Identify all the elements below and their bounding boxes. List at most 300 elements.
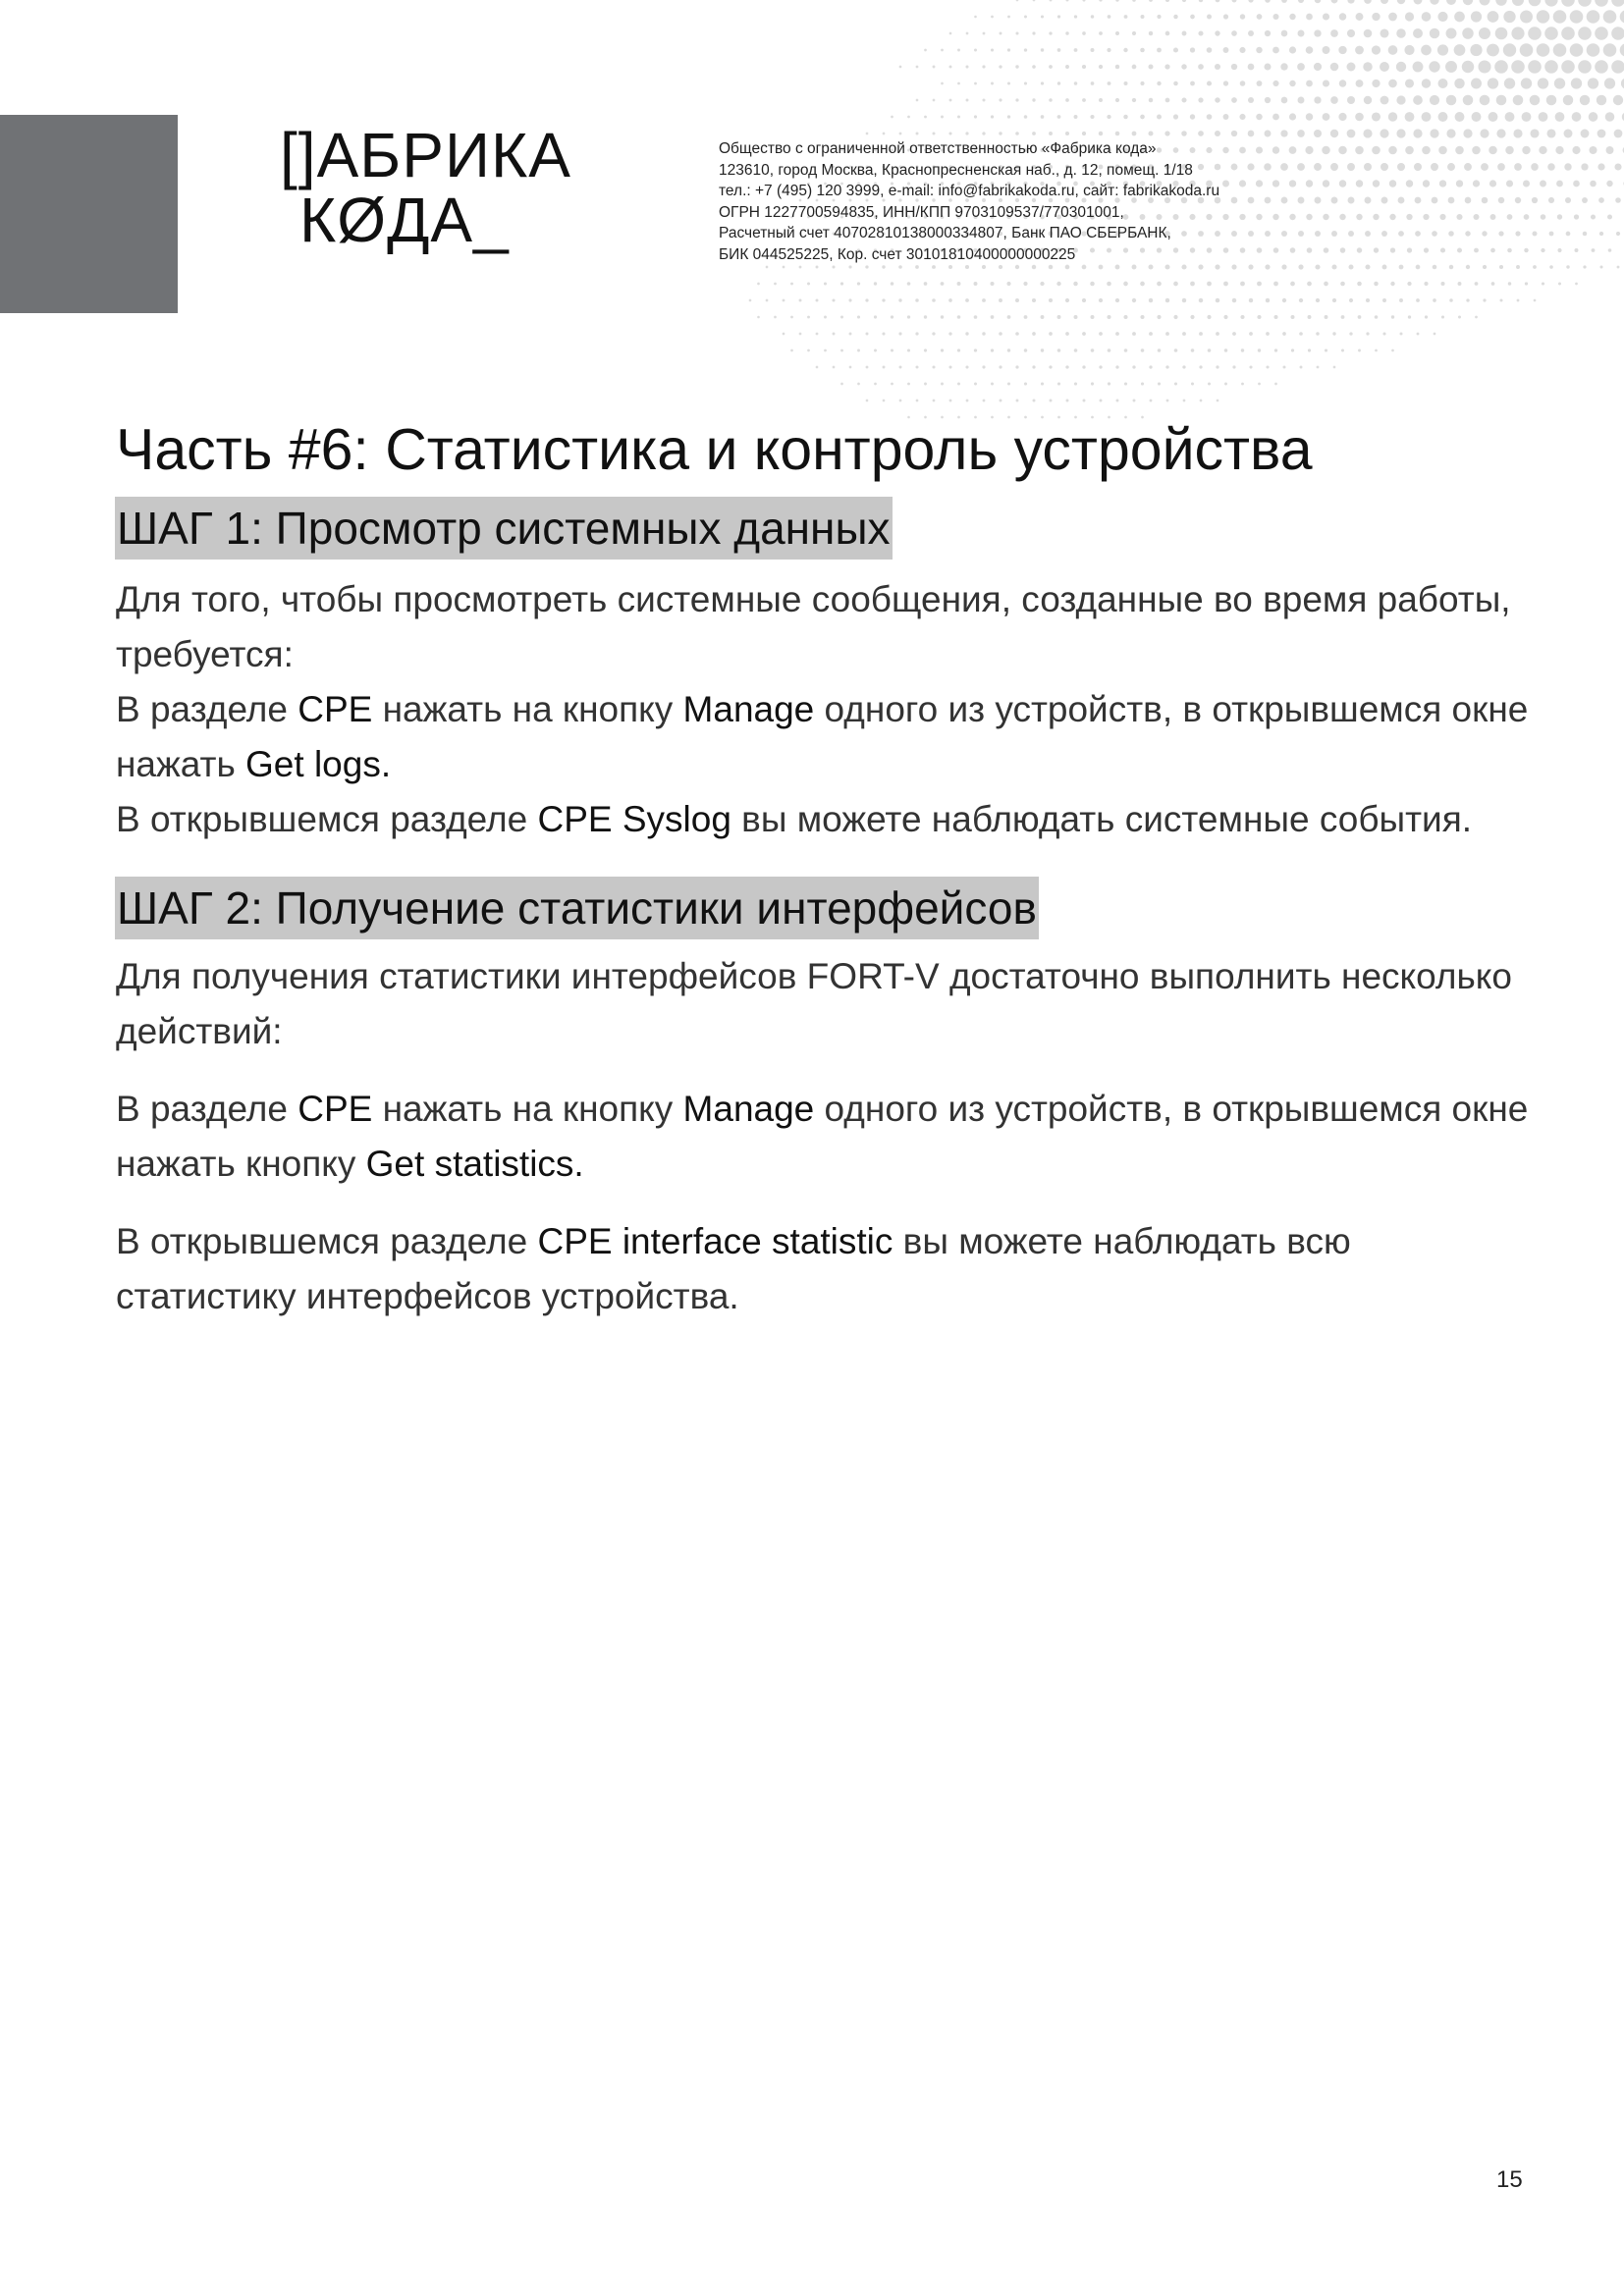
decorative-dot xyxy=(1357,282,1362,287)
decorative-dot xyxy=(1223,14,1228,19)
decorative-dot xyxy=(1216,0,1220,2)
decorative-dot xyxy=(1158,348,1162,352)
decorative-dot xyxy=(1049,98,1053,102)
decorative-dot xyxy=(1529,0,1542,6)
decorative-dot xyxy=(1458,282,1462,286)
decorative-dot xyxy=(1363,62,1372,71)
decorative-dot xyxy=(1123,315,1127,319)
decorative-dot xyxy=(1416,298,1420,302)
decorative-dot xyxy=(1216,332,1219,336)
decorative-dot xyxy=(948,132,951,134)
decorative-dot xyxy=(933,99,936,102)
decorative-dot xyxy=(1266,332,1270,336)
decorative-dot xyxy=(1281,97,1288,104)
decorative-dot xyxy=(1366,265,1371,270)
decorative-dot xyxy=(1553,43,1567,57)
decorative-dot xyxy=(1082,265,1087,270)
decorative-dot xyxy=(1449,265,1454,270)
decorative-dot xyxy=(1231,97,1237,103)
decorative-dot xyxy=(1290,282,1295,287)
decorative-dot xyxy=(1517,299,1520,302)
decorative-dot xyxy=(1300,366,1303,369)
decorative-dot xyxy=(882,298,885,301)
decorative-dot xyxy=(932,265,936,269)
decorative-dot xyxy=(1289,46,1296,53)
decorative-dot xyxy=(1115,332,1119,336)
decorative-dot xyxy=(999,298,1002,302)
decorative-dot xyxy=(1466,298,1469,301)
decorative-dot xyxy=(1074,15,1077,18)
decorative-dot xyxy=(941,383,944,386)
decorative-dot xyxy=(957,49,960,52)
decorative-dot xyxy=(1049,65,1053,69)
decorative-dot xyxy=(1049,31,1052,34)
decorative-dot xyxy=(974,115,977,118)
decorative-dot xyxy=(1398,197,1405,204)
decorative-dot xyxy=(874,383,877,386)
decorative-dot xyxy=(1583,265,1586,268)
decorative-dot xyxy=(1090,115,1094,119)
decorative-dot xyxy=(1597,95,1606,105)
decorative-dot xyxy=(1308,348,1311,351)
logo-line-2: КØДА_ xyxy=(299,185,510,255)
decorative-dot xyxy=(916,133,919,135)
decorative-dot xyxy=(916,99,919,102)
decorative-dot xyxy=(1224,348,1228,352)
decorative-dot xyxy=(1256,114,1262,120)
decorative-dot xyxy=(1298,97,1305,104)
decorative-dot xyxy=(1050,400,1053,402)
decorative-dot xyxy=(1007,81,1010,84)
decorative-dot xyxy=(1272,114,1279,121)
decorative-dot xyxy=(1440,282,1444,286)
decorative-dot xyxy=(1024,348,1027,351)
decorative-dot xyxy=(1570,10,1584,24)
decorative-dot xyxy=(907,383,910,386)
decorative-dot xyxy=(1317,366,1320,369)
decorative-dot xyxy=(1615,197,1621,203)
decorative-dot xyxy=(824,316,827,319)
decorative-dot xyxy=(1603,43,1617,57)
decorative-dot xyxy=(1273,282,1278,287)
decorative-dot xyxy=(1446,0,1456,5)
decorative-dot xyxy=(1258,348,1261,351)
decorative-dot xyxy=(1272,80,1278,86)
decorative-dot xyxy=(1282,332,1286,336)
decorative-dot xyxy=(1140,282,1145,287)
decorative-dot xyxy=(1007,48,1010,51)
decorative-dot xyxy=(1507,248,1512,253)
decorative-dot xyxy=(1347,29,1355,37)
decorative-dot xyxy=(833,366,836,369)
decorative-dot xyxy=(1408,315,1411,318)
decorative-dot xyxy=(1198,131,1204,136)
decorative-dot xyxy=(957,82,960,85)
decorative-dot xyxy=(1553,10,1567,24)
decorative-dot xyxy=(1470,44,1482,56)
decorative-dot xyxy=(1099,365,1102,368)
decorative-dot xyxy=(999,265,1002,269)
decorative-dot xyxy=(1074,315,1078,319)
decorative-dot xyxy=(1241,383,1244,386)
decorative-dot xyxy=(1547,163,1555,171)
decorative-dot xyxy=(1472,112,1482,122)
company-bik-line: БИК 044525225, Кор. счет 30101810400000000225 xyxy=(719,245,1076,263)
decorative-dot xyxy=(1530,95,1541,106)
decorative-dot xyxy=(1608,248,1612,252)
cpe-section-label: CPE xyxy=(298,1089,373,1129)
decorative-dot xyxy=(974,315,978,319)
decorative-dot xyxy=(1530,129,1539,137)
decorative-dot xyxy=(1537,43,1550,57)
decorative-dot xyxy=(1198,64,1204,70)
decorative-dot xyxy=(840,349,843,352)
decorative-dot xyxy=(1456,180,1463,187)
company-account-line: Расчетный счет 40702810138000334807, Банк ПАО СБЕРБАНК, xyxy=(719,225,1171,241)
decorative-dot xyxy=(1283,366,1286,369)
decorative-dot xyxy=(1581,130,1590,138)
decorative-dot xyxy=(924,348,927,351)
decorative-dot xyxy=(774,283,777,286)
decorative-dot xyxy=(1364,29,1373,38)
decorative-dot xyxy=(1432,231,1437,237)
decorative-dot xyxy=(1316,332,1320,336)
decorative-dot xyxy=(1620,10,1624,24)
decorative-dot xyxy=(1132,132,1137,136)
decorative-dot xyxy=(1505,146,1513,154)
decorative-dot xyxy=(1256,47,1263,54)
decorative-dot xyxy=(1391,349,1394,352)
decorative-dot xyxy=(1373,214,1379,220)
decorative-dot xyxy=(849,366,852,369)
decorative-dot xyxy=(1314,63,1322,71)
decorative-dot xyxy=(1298,264,1303,269)
decorative-dot xyxy=(1065,365,1068,368)
decorative-dot xyxy=(1149,298,1153,302)
decorative-dot xyxy=(1538,78,1548,88)
decorative-dot xyxy=(1224,383,1227,386)
decorative-dot xyxy=(941,348,944,351)
decorative-dot xyxy=(1007,348,1010,351)
decorative-dot xyxy=(1157,282,1162,287)
decorative-dot xyxy=(1065,298,1069,302)
decorative-dot xyxy=(1434,333,1436,336)
decorative-dot xyxy=(1563,95,1574,106)
decorative-dot xyxy=(1397,163,1405,171)
decorative-dot xyxy=(1599,232,1603,236)
decorative-dot xyxy=(1215,264,1219,269)
decorative-dot xyxy=(1366,332,1369,335)
decorative-dot xyxy=(1463,95,1474,106)
get-statistics-button-label: Get statistics. xyxy=(365,1144,584,1184)
decorative-dot xyxy=(1355,113,1364,122)
decorative-dot xyxy=(1540,181,1546,187)
decorative-dot xyxy=(1099,132,1103,135)
decorative-dot xyxy=(816,366,819,369)
decorative-dot xyxy=(924,315,927,318)
decorative-dot xyxy=(1347,130,1356,138)
decorative-dot xyxy=(1581,163,1588,170)
decorative-dot xyxy=(1115,265,1120,270)
decorative-dot xyxy=(1539,146,1546,154)
decorative-dot xyxy=(1463,0,1473,5)
decorative-dot xyxy=(966,32,969,35)
decorative-dot xyxy=(1422,112,1432,122)
decorative-dot xyxy=(974,383,977,386)
decorative-dot xyxy=(1024,81,1027,84)
decorative-dot xyxy=(1413,129,1422,137)
decorative-dot xyxy=(1198,97,1203,102)
decorative-dot xyxy=(1323,13,1329,20)
decorative-dot xyxy=(1489,112,1498,122)
decorative-dot xyxy=(1373,180,1380,187)
decorative-dot xyxy=(1466,265,1470,269)
decorative-dot xyxy=(1399,298,1403,302)
decorative-dot xyxy=(1065,265,1070,270)
decorative-dot xyxy=(1032,98,1035,101)
decorative-dot xyxy=(1440,247,1445,252)
decorative-dot xyxy=(1174,382,1177,385)
decorative-dot xyxy=(1575,248,1579,252)
decorative-dot xyxy=(1454,79,1464,88)
decorative-dot xyxy=(1348,264,1353,269)
decorative-dot xyxy=(1446,129,1455,137)
decorative-dot xyxy=(1281,0,1287,3)
decorative-dot xyxy=(1333,366,1336,369)
decorative-dot xyxy=(991,382,994,385)
decorative-dot xyxy=(1432,197,1438,204)
decorative-dot xyxy=(1588,78,1598,88)
decorative-dot xyxy=(1448,231,1454,237)
decorative-dot xyxy=(1032,265,1036,269)
decorative-dot xyxy=(1561,0,1575,7)
decorative-dot xyxy=(1107,282,1111,287)
decorative-dot xyxy=(1571,78,1582,88)
decorative-dot xyxy=(1499,298,1502,301)
decorative-dot xyxy=(982,365,985,368)
decorative-dot xyxy=(1173,15,1177,19)
decorative-dot xyxy=(882,332,885,335)
decorative-dot xyxy=(941,49,944,52)
step-1-instruction: В разделе CPE нажать на кнопку Manage одного из устройств, в открывшемся окне нажать Get logs. xyxy=(116,689,1529,784)
header-gray-block xyxy=(0,115,178,313)
decorative-dot xyxy=(1265,131,1272,137)
decorative-dot xyxy=(1082,132,1086,135)
decorative-dot xyxy=(1448,197,1455,204)
decorative-dot xyxy=(1455,112,1465,122)
decorative-dot xyxy=(1082,365,1085,368)
decorative-dot xyxy=(1065,65,1069,69)
decorative-dot xyxy=(916,66,919,69)
step-1-result: В открывшемся разделе CPE Syslog вы можете наблюдать системные события. xyxy=(116,799,1473,839)
decorative-dot xyxy=(1198,264,1203,269)
decorative-dot xyxy=(1462,27,1474,39)
decorative-dot xyxy=(982,298,986,302)
decorative-dot xyxy=(874,349,877,352)
decorative-dot xyxy=(1478,60,1490,73)
decorative-dot xyxy=(1306,46,1314,54)
decorative-dot xyxy=(1115,365,1118,368)
decorative-dot xyxy=(1515,231,1520,236)
decorative-dot xyxy=(1091,348,1095,352)
decorative-dot xyxy=(783,266,785,269)
decorative-dot xyxy=(1307,282,1312,287)
decorative-dot xyxy=(1223,282,1228,287)
decorative-dot xyxy=(1372,45,1380,54)
decorative-dot xyxy=(1382,332,1385,335)
decorative-dot xyxy=(1528,60,1542,74)
decorative-dot xyxy=(1490,214,1496,220)
decorative-dot xyxy=(1404,45,1414,55)
decorative-dot xyxy=(1248,131,1255,137)
decorative-dot xyxy=(1215,131,1220,136)
decorative-dot xyxy=(1223,315,1227,319)
decorative-dot xyxy=(1380,129,1388,137)
decorative-dot xyxy=(1207,315,1211,319)
decorative-dot xyxy=(1424,247,1429,252)
decorative-dot xyxy=(1289,14,1295,20)
decorative-dot xyxy=(1065,98,1069,102)
manage-button-label: Manage xyxy=(682,1089,815,1129)
decorative-dot xyxy=(1274,348,1277,351)
decorative-dot xyxy=(1405,112,1415,122)
decorative-dot xyxy=(1505,112,1515,122)
decorative-dot xyxy=(974,16,977,19)
decorative-dot xyxy=(1430,0,1438,5)
decorative-dot xyxy=(1513,129,1522,137)
decorative-dot xyxy=(1381,197,1388,204)
decorative-dot xyxy=(983,32,986,35)
decorative-dot xyxy=(1007,115,1010,118)
decorative-dot xyxy=(1240,315,1244,319)
decorative-dot xyxy=(1289,113,1296,120)
decorative-dot xyxy=(1390,282,1394,286)
decorative-dot xyxy=(898,298,901,301)
decorative-dot xyxy=(1264,63,1271,70)
decorative-dot xyxy=(1207,114,1213,120)
decorative-dot xyxy=(1190,15,1195,20)
decorative-dot xyxy=(1215,30,1219,35)
decorative-dot xyxy=(874,315,877,318)
decorative-dot xyxy=(1331,264,1336,269)
decorative-dot xyxy=(948,365,951,368)
decorative-dot xyxy=(1132,31,1136,35)
decorative-dot xyxy=(840,383,843,386)
decorative-dot xyxy=(807,283,810,286)
decorative-dot xyxy=(1049,365,1052,368)
decorative-dot xyxy=(1416,265,1421,270)
decorative-dot xyxy=(1173,47,1178,52)
decorative-dot xyxy=(1124,15,1128,19)
decorative-dot xyxy=(1165,298,1169,302)
decorative-dot xyxy=(840,282,843,285)
decorative-dot xyxy=(865,298,868,301)
decorative-dot xyxy=(1000,400,1002,402)
decorative-dot xyxy=(1480,95,1490,106)
decorative-dot xyxy=(999,365,1001,368)
decorative-dot xyxy=(1471,79,1482,89)
decorative-dot xyxy=(1355,46,1364,55)
decorative-dot xyxy=(848,265,851,268)
decorative-dot xyxy=(907,348,910,351)
decorative-dot xyxy=(1108,81,1111,85)
decorative-dot xyxy=(1108,382,1110,385)
decorative-dot xyxy=(1231,30,1237,36)
decorative-dot xyxy=(1099,0,1102,2)
decorative-dot xyxy=(1306,80,1313,87)
decorative-dot xyxy=(1099,332,1103,336)
decorative-dot xyxy=(1614,163,1621,170)
decorative-dot xyxy=(1458,316,1461,319)
decorative-dot xyxy=(933,400,936,402)
decorative-dot xyxy=(1473,180,1480,187)
decorative-dot xyxy=(1438,79,1448,88)
decorative-dot xyxy=(1190,114,1195,119)
decorative-dot xyxy=(1598,197,1604,203)
decorative-dot xyxy=(1400,333,1403,336)
decorative-dot xyxy=(965,265,969,269)
decorative-dot xyxy=(1356,13,1364,21)
decorative-dot xyxy=(1325,348,1327,351)
decorative-dot xyxy=(1049,332,1053,336)
decorative-dot xyxy=(1056,282,1060,286)
decorative-dot xyxy=(1207,80,1212,85)
decorative-dot xyxy=(1240,80,1246,86)
decorative-dot xyxy=(1297,63,1305,71)
decorative-dot xyxy=(999,332,1002,336)
page-title: Часть #6: Статистика и контроль устройства xyxy=(116,417,1313,482)
decorative-dot xyxy=(1032,31,1035,34)
decorative-dot xyxy=(807,316,810,319)
decorative-dot xyxy=(1049,298,1053,302)
decorative-dot xyxy=(1433,265,1437,270)
decorative-dot xyxy=(1107,315,1110,319)
decorative-dot xyxy=(1116,400,1119,402)
decorative-dot xyxy=(1157,15,1161,19)
decorative-dot xyxy=(1023,282,1027,286)
step-2-body xyxy=(116,949,1530,1347)
decorative-dot xyxy=(1223,47,1229,53)
decorative-dot xyxy=(1132,365,1135,368)
decorative-dot xyxy=(1057,48,1061,52)
decorative-dot xyxy=(1314,29,1321,36)
decorative-dot xyxy=(857,315,860,318)
decorative-dot xyxy=(949,400,952,402)
decorative-dot xyxy=(1430,129,1438,137)
decorative-dot xyxy=(857,282,860,285)
decorative-dot xyxy=(1041,315,1045,319)
decorative-dot xyxy=(924,49,927,52)
decorative-dot xyxy=(1173,81,1178,86)
decorative-dot xyxy=(1430,28,1439,38)
decorative-dot xyxy=(907,282,911,286)
decorative-dot xyxy=(883,366,886,369)
decorative-dot xyxy=(1557,248,1561,252)
decorative-dot xyxy=(1315,264,1320,269)
decorative-dot xyxy=(1282,298,1286,302)
decorative-dot xyxy=(1546,95,1557,106)
decorative-dot xyxy=(1140,81,1144,85)
decorative-dot xyxy=(1542,282,1544,285)
decorative-dot xyxy=(1532,197,1538,203)
logo-line-1: []АБРИКА xyxy=(280,120,571,190)
decorative-dot xyxy=(1016,0,1019,1)
decorative-dot xyxy=(965,132,968,134)
decorative-dot xyxy=(1449,298,1453,302)
decorative-dot xyxy=(1374,282,1378,286)
decorative-dot xyxy=(1298,30,1305,37)
decorative-dot xyxy=(974,348,977,351)
